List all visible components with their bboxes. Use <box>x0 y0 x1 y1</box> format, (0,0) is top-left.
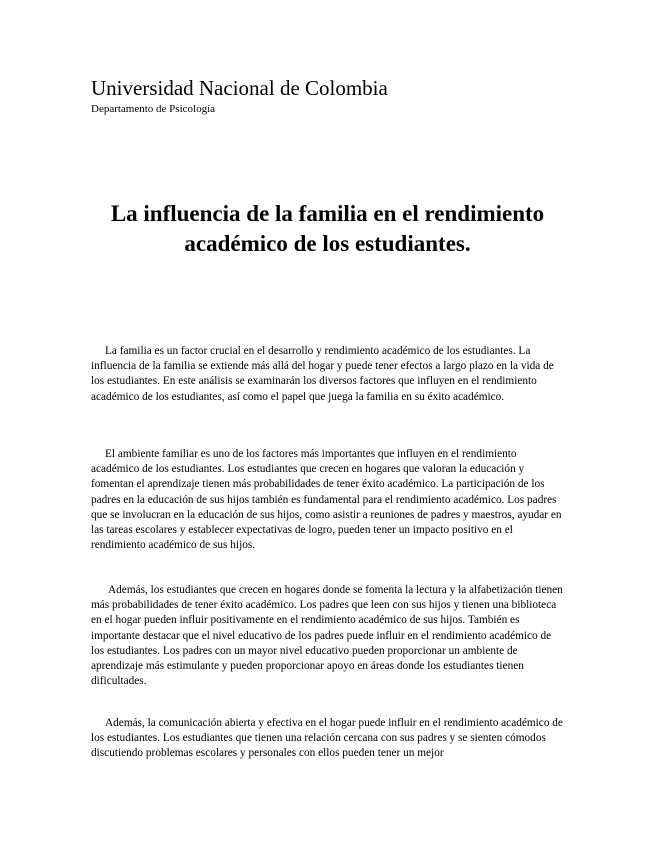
paragraph-4 <box>91 716 565 762</box>
paragraph-3 <box>91 583 565 689</box>
paragraph-2 <box>91 447 565 553</box>
institution-name: Universidad Nacional de Colombia <box>91 76 388 100</box>
department-name: Departamento de Psicología <box>91 103 216 115</box>
paragraph-1 <box>91 344 565 405</box>
paragraph-2-text: El ambiente familiar es uno de los factores más importantes que influyen en el rendimiento académico de los estudiantes. Los estudiantes que crecen en hogares que valoran la educación y fomentan el aprendizaje tienen más probabilidades de tener éxito académico. La participación de los padres en la educación de sus hijos también es fundamental para el rendimiento académico. Los padres que se involucran en la educación de sus hijos, como asistir a reuniones de padres y maestros, ayudar en las tareas escolares y establecer expectativas de logro, pueden tener un impacto positivo en el rendimiento académico de sus hijos. <box>91 448 562 552</box>
paragraph-4-text: Además, la comunicación abierta y efectiva en el hogar puede influir en el rendimiento académico de los estudiantes. Los estudiantes que tienen una relación cercana con sus padres y se sienten cómodos discutiendo problemas escolares y personales con ellos pueden tener un mejor <box>91 717 563 760</box>
paragraph-1-text: La familia es un factor crucial en el desarrollo y rendimiento académico de los estudiantes. La influencia de la familia se extiende más allá del hogar y puede tener efectos a largo plazo en la vida de los estudiantes. En este análisis se examinarán los diversos factores que influyen en el rendimiento académico de los estudiantes, así como el papel que juega la familia en su éxito académico. <box>91 345 554 403</box>
paragraph-3-text: Además, los estudiantes que crecen en hogares donde se fomenta la lectura y la alfabetización tienen más probabilidades de tener éxito académico. Los padres que leen con sus hijos y tienen una biblioteca en el hogar pueden influir positivamente en el rendimiento académico de sus hijos. También es importante destacar que el nivel educativo de los padres puede influir en el rendimiento académico de los estudiantes. Los padres con un mayor nivel educativo pueden proporcionar un ambiente de aprendizaje más estimulante y pueden proporcionar apoyo en áreas donde los estudiantes tienen dificultades. <box>91 584 563 688</box>
document-title: La influencia de la familia en el rendimiento académico de los estudiantes. <box>110 201 545 256</box>
